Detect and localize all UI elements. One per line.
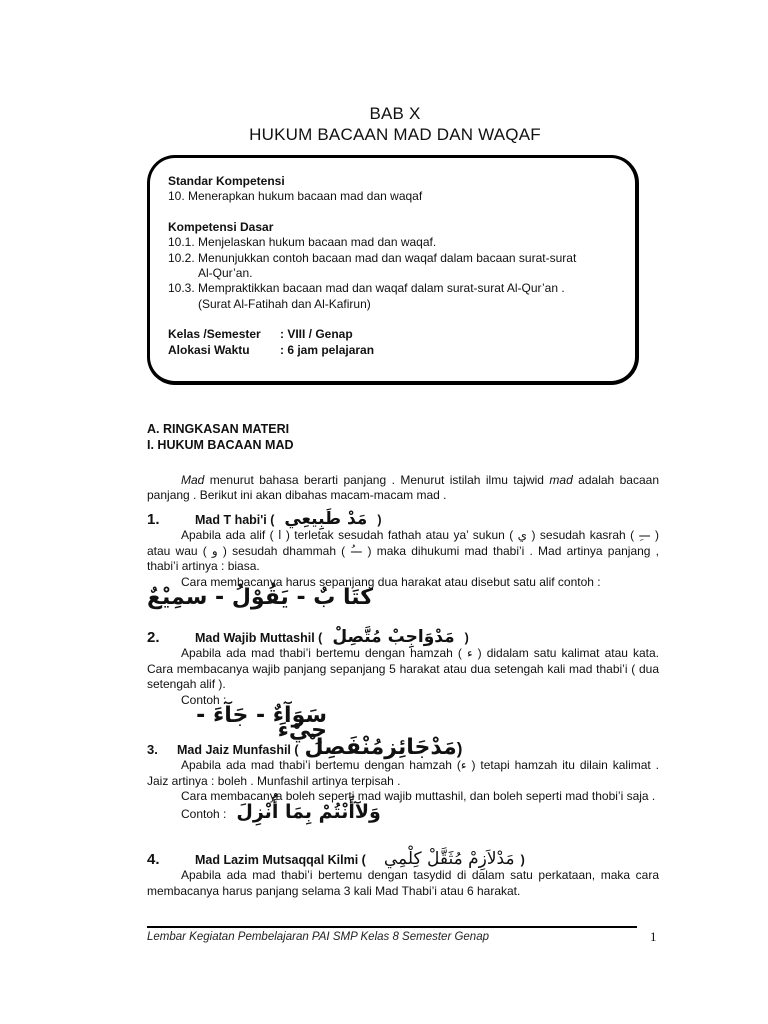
footer-rule: [147, 926, 637, 928]
alokasi-waktu-row: [168, 343, 625, 358]
arabic-term: مَدْوَاجِبْ مُتَّصِلْ: [332, 627, 455, 647]
alokasi-value: : 6 jam pelajaran: [280, 342, 375, 357]
item-heading: [147, 509, 659, 529]
mad-item-1: [147, 509, 659, 611]
item-paragraph: Apabila ada mad thabi’i bertemu dengan hamzah ( ء ) didalam satu kalimat atau kata. Cara membacanya wajib panjang sepanjang 5 harakat atau dua setengah kali mad thabi’i ( dua setengah alif ).: [147, 646, 659, 692]
mad-item-4: [147, 849, 659, 899]
intro-text: menurut bahasa berarti panjang . Menurut istilah ilmu tajwid: [204, 473, 550, 487]
item-heading: [147, 627, 659, 647]
item-number: 3.: [147, 742, 158, 757]
kelas-label: Kelas /Semester: [168, 327, 261, 342]
item-paragraph: Cara membacanya harus sepanjang dua harakat atau disebut satu alif contoh :: [181, 574, 601, 589]
contoh-row: [147, 800, 659, 823]
item-number: 1.: [147, 511, 160, 528]
chapter-label: BAB X: [369, 104, 421, 123]
item-number: 4.: [147, 851, 160, 868]
arabic-examples: سَوَآءٌ - جَآءَ - جِيْءَ: [196, 703, 327, 744]
item-paragraph: Apabila ada mad thabi’i bertemu dengan tasydid di dalam satu perkataan, maka cara membacanya harus panjang selama 3 kali Mad Thabi’i atau 6 harakat.: [147, 868, 659, 898]
item-heading: [147, 735, 659, 760]
kelas-semester-row: [168, 327, 625, 342]
kd-text: Menunjukkan contoh bacaan mad dan waqaf dalam bacaan surat-surat: [198, 250, 577, 265]
kd-number: 10.3.: [168, 281, 195, 296]
intro-text: adalah bacaan panjang . Berikut ini akan dibahas macam-macam mad .: [147, 473, 659, 503]
standar-kompetensi-item: 10. Menerapkan hukum bacaan mad dan waqaf: [168, 189, 423, 204]
term-mad: Mad: [181, 473, 205, 487]
kd-item-1: [168, 235, 625, 250]
intro-paragraph: [147, 473, 659, 504]
item-label-close: ): [464, 631, 469, 645]
section-a-heading: A. RINGKASAN MATERI: [147, 422, 290, 436]
kompetensi-dasar-label: Kompetensi Dasar: [168, 219, 274, 234]
footer-text: Lembar Kegiatan Pembelajaran PAI SMP Kelas 8 Semester Genap: [147, 931, 489, 943]
alokasi-label: Alokasi Waktu: [168, 342, 250, 357]
item-paragraph: Apabila ada mad thabi’i bertemu dengan hamzah (ء ) tetapi hamzah itu dilain kalimat . Jaiz artinya : boleh . Munfashil artinya terpisah .: [147, 758, 660, 788]
item-heading: [147, 849, 659, 869]
arabic-examples: كتَا بٌ - يَقُوْلُ - سمِيْعٌ: [147, 585, 374, 611]
item-paragraph: Cara membacanya boleh seperti mad wajib muttashil, dan boleh seperti mad thobi’i saja .: [181, 789, 656, 804]
arabic-examples: وَلآأَنْتُمْ بِمَا أُنْزِلَ: [236, 800, 381, 823]
kd-number: 10.1.: [168, 235, 195, 250]
item-label-close: ): [377, 513, 382, 527]
kd-text: Menjelaskan hukum bacaan mad dan waqaf.: [198, 235, 437, 250]
kd-item-3: [168, 281, 625, 296]
item-label: Mad Wajib Muttashil (: [195, 631, 323, 645]
chapter-title: HUKUM BACAAN MAD DAN WAQAF: [249, 125, 541, 144]
item-label: Mad Lazim Mutsaqqal Kilmi (: [195, 853, 366, 867]
arabic-term: مَدْ طَبِيعِي: [284, 509, 368, 529]
kd-item-2-continued: Al-Qur’an.: [198, 266, 253, 281]
arabic-term: مَدْلاَزِمْ مُثَقَّلْ كِلْمِي: [383, 849, 515, 869]
section-i-heading: I. HUKUM BACAAN MAD: [147, 438, 294, 452]
item-label: Mad Jaiz Munfashil (: [177, 743, 299, 757]
kd-item-2: [168, 251, 625, 266]
arabic-term: مَدْجَائِزمُنْفَصِلْ: [304, 735, 457, 760]
term-mad: mad: [549, 473, 573, 487]
section-headings: [147, 421, 659, 453]
mad-item-3: [147, 735, 660, 823]
item-paragraph: Apabila ada alif ( ا ) terletak sesudah fathah atau ya’ sukun ( ي ) sesudah kasrah ( —ِ ) atau wau ( و ) sesudah dhammah ( —ُ ) maka dihukumi mad thabi’i . Mad artinya panjang , thabi’i artinya : biasa.: [147, 528, 659, 574]
item-label-close: ): [520, 853, 525, 867]
kelas-value: : VIII / Genap: [280, 327, 353, 342]
kd-number: 10.2.: [168, 250, 195, 265]
mad-item-2: [147, 627, 659, 744]
competency-box: [147, 155, 639, 385]
item-number: 2.: [147, 629, 160, 646]
item-label: Mad T habi'i (: [195, 513, 275, 527]
standar-kompetensi-label: Standar Kompetensi: [168, 174, 285, 188]
item-label-close: ): [456, 739, 463, 758]
page-number: 1: [650, 929, 657, 944]
kd-text: Mempraktikkan bacaan mad dan waqaf dalam surat-surat Al-Qur’an .: [198, 281, 565, 296]
contoh-label: Contoh :: [181, 806, 227, 821]
kd-item-3-continued: (Surat Al-Fatihah dan Al-Kafirun): [198, 296, 371, 311]
contoh-label: Contoh :: [181, 692, 227, 707]
